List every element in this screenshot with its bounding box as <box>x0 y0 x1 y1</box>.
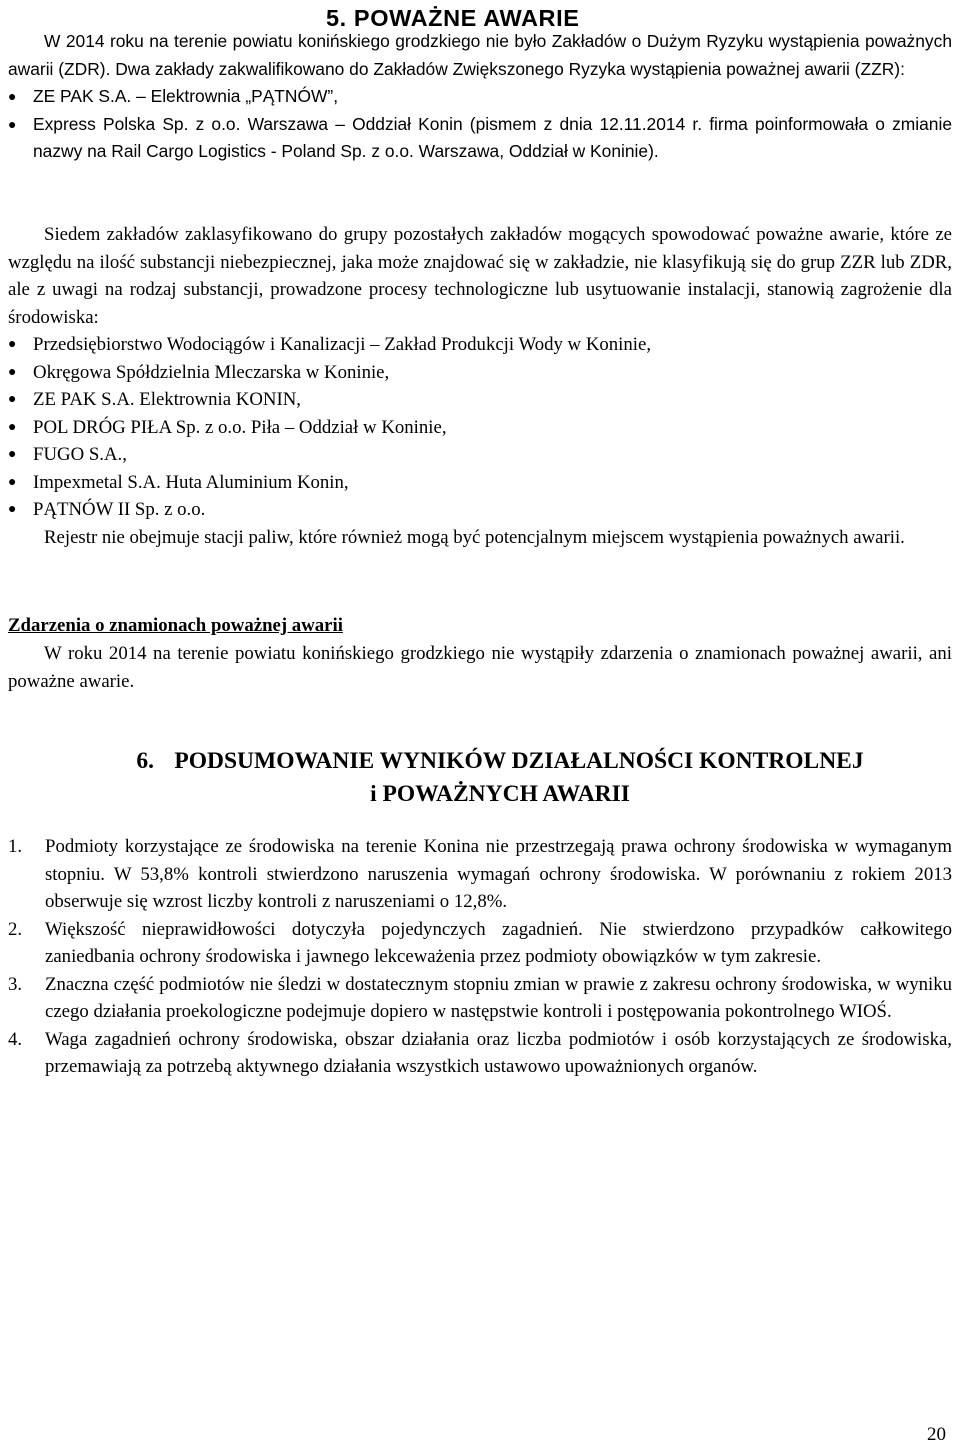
other-plant-item <box>8 469 952 497</box>
bullet-icon: ● <box>8 502 17 517</box>
zzr-item-text: Express Polska Sp. z o.o. Warszawa – Oddział Konin (pismem z dnia 12.11.2014 r. firma poinformowała o zmianie nazwy na Rail Cargo Logistics - Poland Sp. z o.o. Warszawa, Oddział w Koninie). <box>33 113 952 161</box>
section-5-intro-block <box>8 28 952 166</box>
other-plant-text: Impexmetal S.A. Huta Aluminium Konin, <box>33 471 349 493</box>
bullet-icon: ● <box>8 419 17 435</box>
other-plant-item <box>8 359 952 387</box>
section-6-heading <box>40 745 960 811</box>
other-plant-text: Przedsiębiorstwo Wodociągów i Kanalizacji – Zakład Produkcji Wody w Koninie, <box>33 334 652 355</box>
zdarzenia-paragraph: W roku 2014 na terenie powiatu konińskiego grodzkiego nie wystąpiły zdarzenia o znamionach poważnej awarii, ani poważne awarie. <box>8 643 952 692</box>
bullet-icon: ● <box>8 115 17 132</box>
summary-item-text: Znaczna część podmiotów nie śledzi w dostatecznym stopniu zmian w prawie z zakresu ochrony środowiska, w wyniku czego działania proekologiczne podejmuje dopiero w następstwie kontroli i postępowania pokontrolnego WIOŚ. <box>45 973 952 1022</box>
other-plant-item <box>8 331 952 359</box>
other-plants-list <box>8 331 952 524</box>
zzr-list-item <box>8 111 952 166</box>
section-5-intro-paragraph: W 2014 roku na terenie powiatu konińskiego grodzkiego nie było Zakładów o Dużym Ryzyku wystąpienia poważnych awarii (ZDR). Dwa zakłady zakwalifikowano do Zakładów Zwiększonego Ryzyka wystąpienia poważnej awarii (ZZR): <box>8 31 952 79</box>
other-plant-item <box>8 386 952 414</box>
summary-item-text: Podmioty korzystające ze środowiska na terenie Konina nie przestrzegają prawa ochrony środowiska w wymaganym stopniu. W 53,8% kontroli stwierdzono naruszenia wymagań ochrony środowiska. W porównaniu z rokiem 2013 obserwuje się wzrost liczby kontroli z naruszeniami o 12,8%. <box>45 836 952 912</box>
section-6-heading-line-1: PODSUMOWANIE WYNIKÓW DZIAŁALNOŚCI KONTROLNEJ <box>174 748 864 774</box>
summary-item-number: 3. <box>8 973 23 995</box>
page-number: 20 <box>927 1424 946 1445</box>
summary-item-text: Większość nieprawidłowości dotyczyła pojedynczych zagadnień. Nie stwierdzono przypadków całkowitego zaniedbania ochrony środowiska i jawnego lekceważenia przez podmioty obowiązków w tym zakresie. <box>45 918 952 967</box>
summary-item-number: 2. <box>8 918 23 940</box>
other-plants-paragraph: Siedem zakładów zaklasyfikowano do grupy pozostałych zakładów mogących spowodować poważne awarie, które ze względu na ilość substancji niebezpiecznej, jaka może znajdować się w zakładzie, nie klasyfikują się do grup ZZR lub ZDR, ale z uwagi na rodzaj substancji, prowadzone procesy technologiczne lub usytuowanie instalacji, stanowią zagrożenie dla środowiska: <box>8 224 952 328</box>
bullet-icon: ● <box>8 474 17 490</box>
bullet-icon: ● <box>8 447 17 462</box>
summary-item-number: 1. <box>8 836 23 857</box>
bullet-icon: ● <box>8 88 17 104</box>
other-plant-item <box>8 496 952 524</box>
other-plant-text: PĄTNÓW II Sp. z o.o. <box>33 499 206 520</box>
zzr-list-item <box>8 83 952 111</box>
zdarzenia-title: Zdarzenia o znamionach poważnej awarii <box>8 615 343 636</box>
other-plant-item <box>8 414 952 442</box>
summary-item-text: Waga zagadnień ochrony środowiska, obszar działania oraz liczba podmiotów i osób korzystających ze środowiska, przemawiają za potrzebą aktywnego działania wszystkich ustawowo upoważnionych organów. <box>45 1028 952 1077</box>
other-plants-block <box>8 221 952 551</box>
other-plant-text: POL DRÓG PIŁA Sp. z o.o. Piła – Oddział w Koninie, <box>33 416 447 438</box>
other-plant-text: Okręgowa Spółdzielnia Mleczarska w Koninie, <box>33 361 390 383</box>
section-6-number: 6. <box>136 748 154 774</box>
section-5-heading: 5. POWAŻNE AWARIE <box>326 5 580 31</box>
summary-item <box>8 1026 952 1081</box>
register-note: Rejestr nie obejmuje stacji paliw, które również mogą być potencjalnym miejscem wystąpienia poważnych awarii. <box>44 526 905 548</box>
bullet-icon: ● <box>8 364 17 380</box>
summary-item <box>8 916 952 971</box>
summary-list <box>8 833 952 1081</box>
summary-item-number: 4. <box>8 1028 23 1050</box>
zzr-list <box>8 83 952 166</box>
summary-item <box>8 833 952 916</box>
other-plant-item <box>8 441 952 469</box>
section-6-heading-line-2: i POWAŻNYCH AWARII <box>370 781 630 807</box>
other-plant-text: ZE PAK S.A. Elektrownia KONIN, <box>33 389 301 410</box>
bullet-icon: ● <box>8 337 17 352</box>
zzr-item-text: ZE PAK S.A. – Elektrownia „PĄTNÓW”, <box>33 86 339 106</box>
bullet-icon: ● <box>8 392 17 407</box>
other-plant-text: FUGO S.A., <box>33 444 127 465</box>
zdarzenia-block <box>8 640 952 695</box>
summary-item <box>8 971 952 1026</box>
